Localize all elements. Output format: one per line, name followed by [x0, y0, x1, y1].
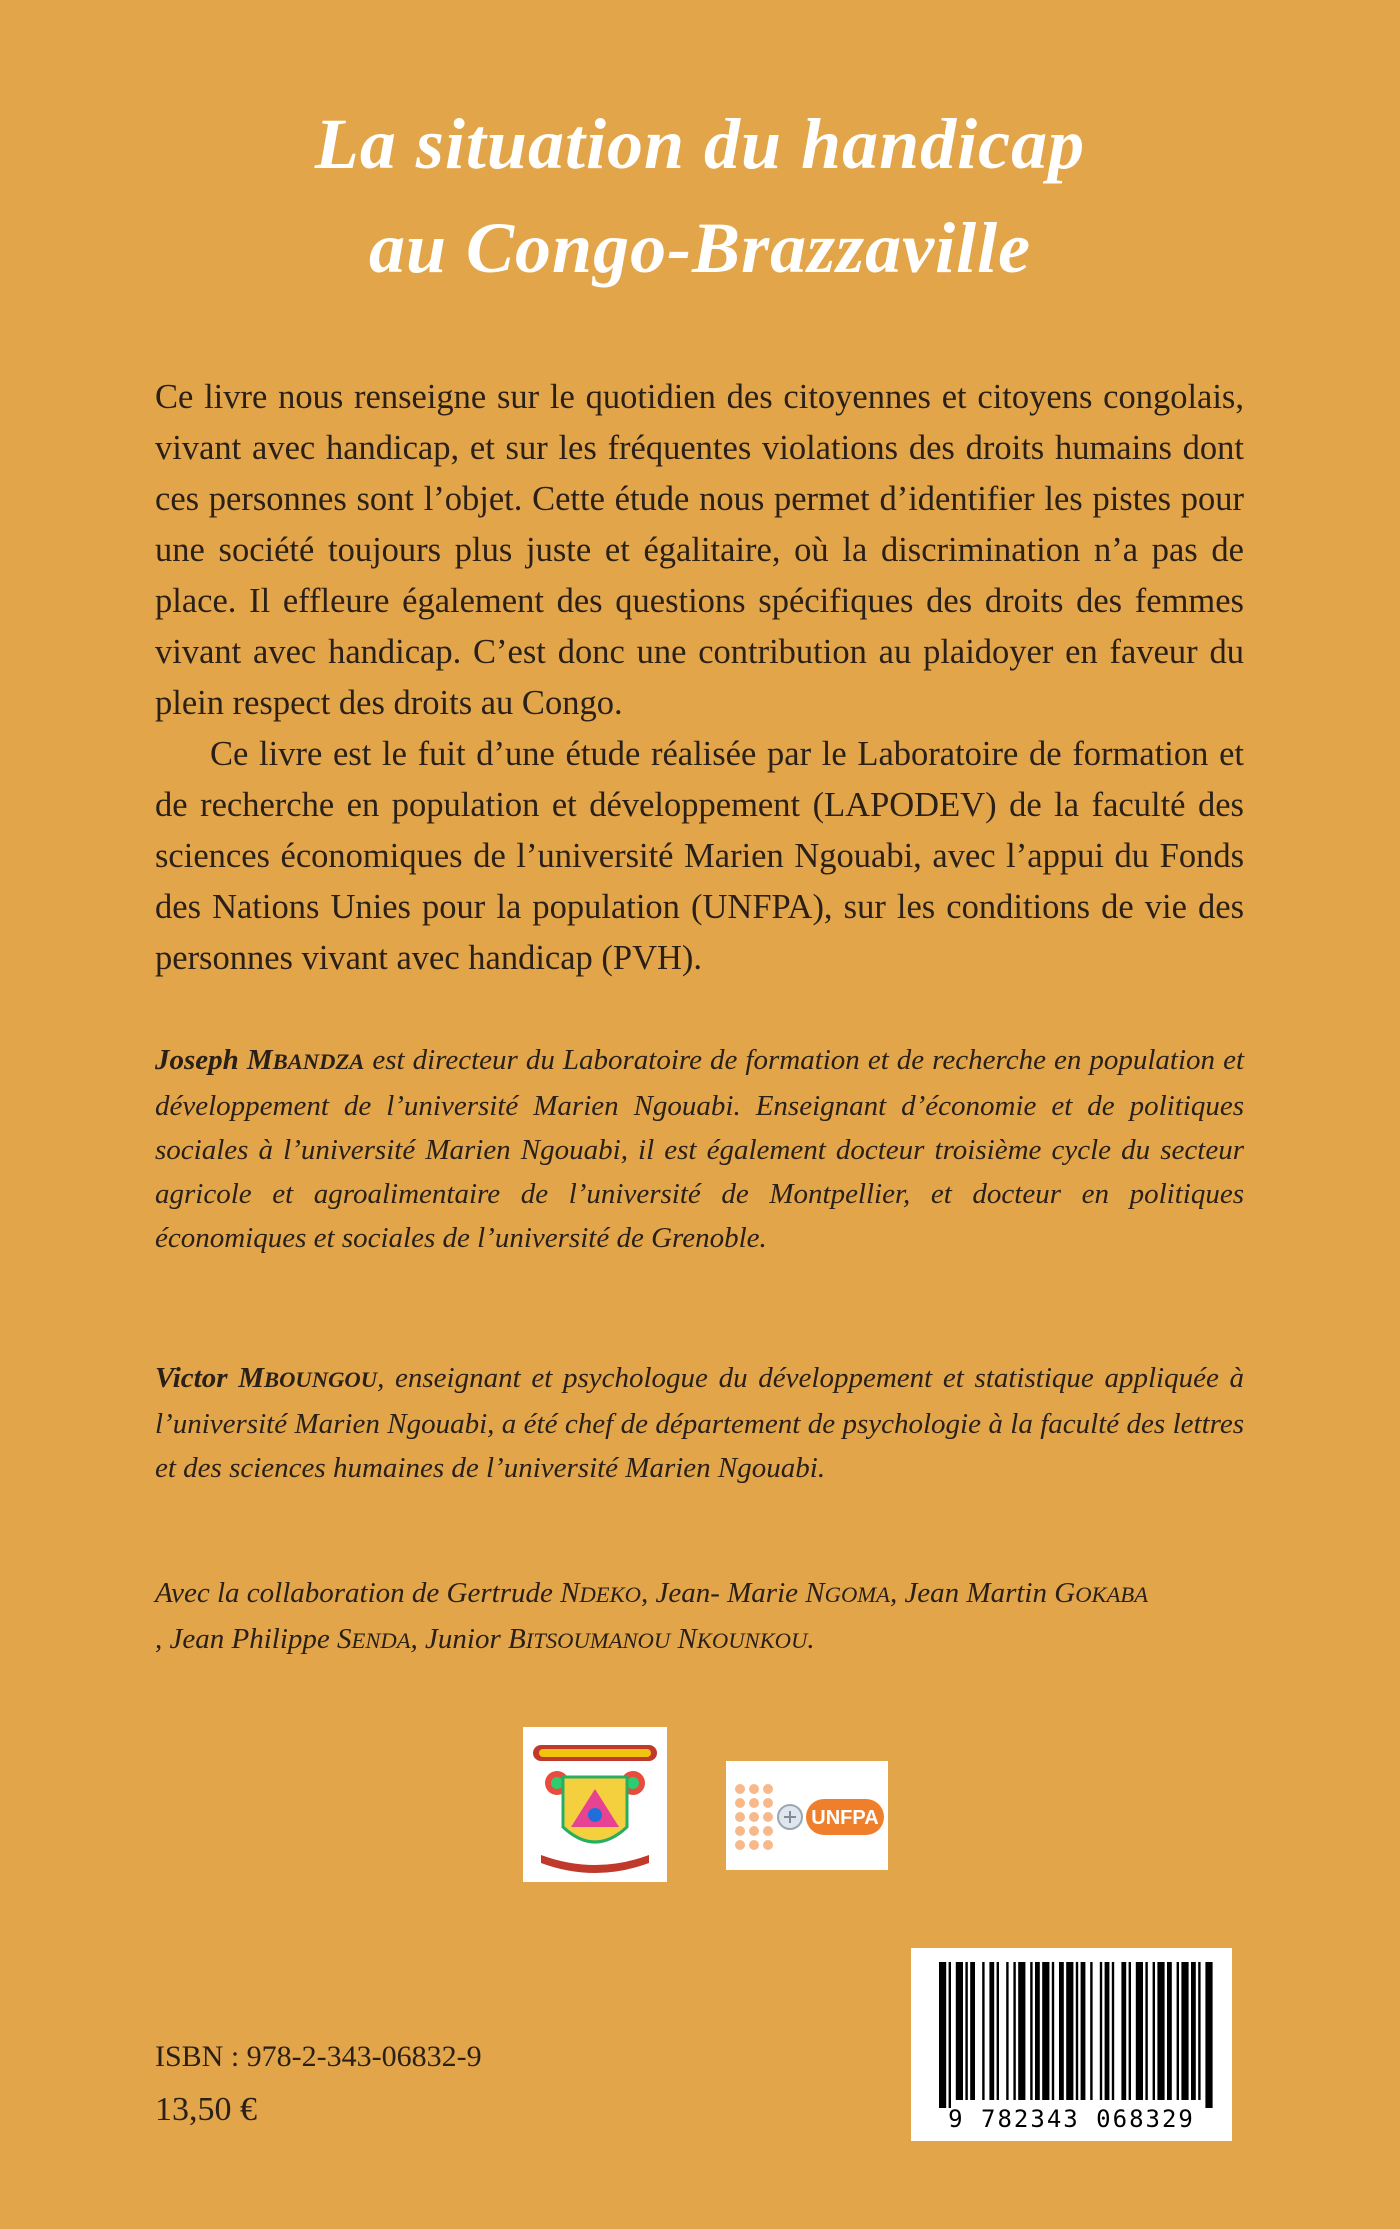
crest-icon	[523, 1727, 667, 1882]
unfpa-text: UNFPA	[811, 1807, 879, 1829]
summary-paragraph-1: Ce livre nous renseigne sur le quotidien des citoyennes et citoyens congolais, vivant avec handicap, et sur les fréquentes violations des droits humains dont ces personnes sont l’objet. Cette étude nous permet d’identifier les pistes pour une société toujours plus juste et égalitaire, où la discrimination n’a pas de place. Il effleure également des questions spécifiques des droits des femmes vivant avec handicap. C’est donc une contribution au plaidoyer en faveur du plein respect des droits au Congo.	[155, 378, 1244, 722]
barcode-number: 9 782343 068329	[948, 2105, 1195, 2133]
barcode-bar	[1013, 1962, 1015, 2100]
university-crest-logo	[523, 1727, 667, 1882]
collab-name-sc: DEKO	[579, 1582, 641, 1607]
book-summary	[155, 372, 1244, 984]
author-first-name: Joseph	[155, 1044, 239, 1076]
price: 13,50 €	[155, 2091, 257, 2128]
barcode-bar	[1121, 1962, 1126, 2100]
unfpa-logo-icon	[726, 1761, 888, 1870]
author-surname-rest: BOUNGOU	[264, 1367, 378, 1392]
barcode-bar	[1105, 1962, 1110, 2100]
author-first-name: Victor	[155, 1362, 228, 1394]
barcode-bar	[1129, 1962, 1131, 2100]
book-title	[0, 92, 1400, 300]
title-line-2: au Congo-Brazzaville	[368, 208, 1032, 288]
barcode-bar	[1081, 1962, 1086, 2100]
barcode-bar	[982, 1962, 984, 2100]
barcode-bar	[1066, 1962, 1073, 2100]
barcode-bar	[1059, 1962, 1064, 2100]
barcode-bar	[1167, 1962, 1172, 2100]
collab-name-sc: OKABA	[1075, 1582, 1149, 1607]
barcode-bar	[949, 1962, 951, 2108]
barcode-bar	[1076, 1962, 1078, 2100]
barcode	[911, 1948, 1232, 2141]
barcode-bar	[1018, 1962, 1025, 2100]
barcode-bar	[1181, 1962, 1188, 2100]
barcode-bar	[989, 1962, 994, 2100]
author-bio-mbandza	[155, 1038, 1244, 1260]
collab-name-sc: GOMA	[824, 1582, 890, 1607]
barcode-bar	[1090, 1962, 1092, 2100]
isbn: ISBN : 978-2-343-06832-9	[155, 2040, 482, 2073]
collab-text: , Jean- Marie N	[641, 1577, 825, 1609]
barcode-bar	[1205, 1962, 1212, 2108]
barcode-bars-icon	[911, 1948, 1232, 2108]
barcode-bar	[997, 1962, 999, 2100]
collab-text: N	[670, 1623, 697, 1655]
barcode-bar	[939, 1962, 946, 2108]
barcode-bar	[970, 1962, 975, 2100]
collab-text: , Jean Martin G	[889, 1577, 1076, 1609]
collab-name-sc: ITSOUMANOU	[525, 1628, 671, 1653]
collab-text: , Jean Philippe S	[155, 1623, 352, 1655]
collab-text: .	[807, 1623, 815, 1655]
collab-name-sc: ENDA	[351, 1628, 411, 1653]
barcode-bar	[1198, 1962, 1200, 2100]
collab-name-sc: KOUNKOU	[696, 1628, 808, 1653]
barcode-bar	[1100, 1962, 1102, 2100]
barcode-bar	[1042, 1962, 1049, 2100]
barcode-bar	[1177, 1962, 1179, 2100]
barcode-bar	[1052, 1962, 1054, 2100]
barcode-bar	[1006, 1962, 1008, 2100]
barcode-bar	[1153, 1962, 1155, 2100]
barcode-bar	[956, 1962, 963, 2100]
barcode-bar	[1145, 1962, 1147, 2100]
author-surname-rest: BANDZA	[272, 1049, 365, 1074]
author-bio-mboungou	[155, 1356, 1244, 1490]
collab-text: Avec la collaboration de Gertrude N	[155, 1577, 580, 1609]
author-bio-text: est directeur du Laboratoire de formation et de recherche en population et développement de l’université Marien Ngouabi. Enseignant d’économie et de politiques sociales à l’université Marien Ngouabi, il est également docteur troisième cycle du secteur agricole et agroalimentaire de l’université de Montpellier, et docteur en politiques économiques et sociales de l’université de Grenoble.	[155, 1044, 1245, 1254]
unfpa-logo	[726, 1761, 888, 1870]
title-line-1: La situation du handicap	[314, 104, 1086, 184]
barcode-bar	[1035, 1962, 1040, 2100]
author-bio-text: , enseignant et psychologue du développement et statistique appliquée à l’université Marien Ngouabi, a été chef de département de psychologie à la faculté des lettres et des sciences humaines de l’université Marien Ngouabi.	[155, 1362, 1245, 1484]
barcode-bar	[1157, 1962, 1164, 2100]
barcode-bar	[965, 1962, 967, 2100]
author-surname-initial: M	[238, 1362, 265, 1394]
author-surname-initial: M	[246, 1044, 273, 1076]
barcode-bar	[1030, 1962, 1032, 2100]
barcode-bar	[1112, 1962, 1114, 2100]
barcode-bar	[1136, 1962, 1143, 2100]
summary-paragraph-2: Ce livre est le fuit d’une étude réalisée par le Laboratoire de formation et de recherche en population et développement (LAPODEV) de la faculté des sciences économiques de l’université Marien Ngouabi, avec l’appui du Fonds des Nations Unies pour la population (UNFPA), sur les conditions de vie des personnes vivant avec handicap (PVH).	[155, 735, 1244, 977]
barcode-bar	[1191, 1962, 1196, 2100]
collab-text: , Junior B	[410, 1623, 526, 1655]
collaborators	[155, 1571, 1265, 1663]
